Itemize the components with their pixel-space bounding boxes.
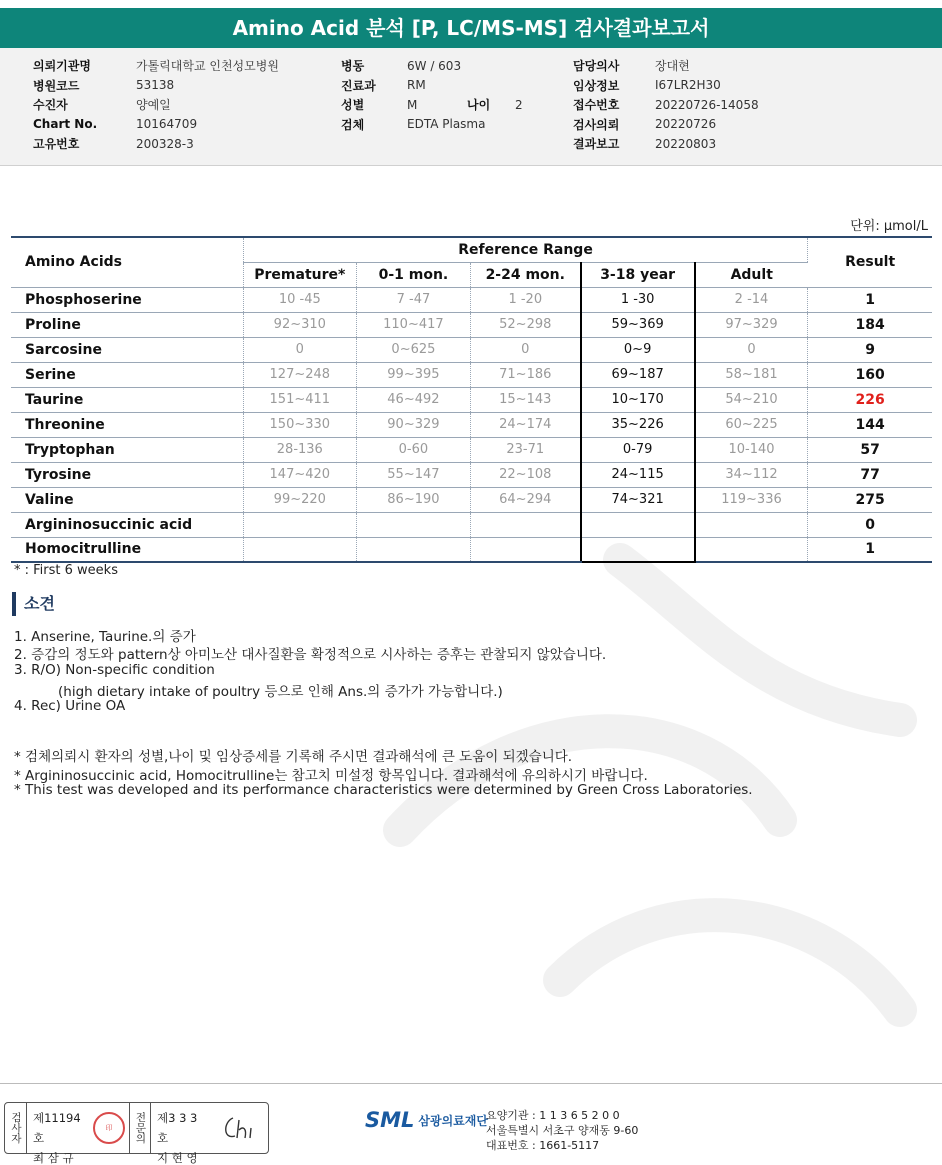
label-receipt-no: 접수번호	[573, 98, 620, 113]
reference-range-cell: 35~226	[581, 412, 695, 437]
amino-acid-name: Threonine	[11, 412, 243, 437]
label-department: 진료과	[341, 78, 376, 93]
finding-item: 3. R/O) Non-specific condition	[14, 661, 215, 678]
value-clinical-info: I67LR2H30	[655, 78, 721, 93]
amino-acid-name: Taurine	[11, 387, 243, 412]
reference-range-cell	[243, 537, 356, 562]
reference-range-cell: 127~248	[243, 362, 356, 387]
finding-item: 2. 증감의 정도와 pattern상 아미노산 대사질환을 확정적으로 시사하는 증후는 관찰되지 않았습니다.	[14, 647, 607, 664]
reference-range-cell: 28-136	[243, 437, 356, 462]
header-range-0-1mon: 0-1 mon.	[356, 262, 470, 287]
unit-label: 단위: μmol/L	[850, 219, 928, 234]
header-reference-range: Reference Range	[243, 237, 808, 262]
reference-range-cell: 0-79	[581, 437, 695, 462]
reference-range-cell: 150~330	[243, 412, 356, 437]
reference-range-cell: 147~420	[243, 462, 356, 487]
reference-range-cell: 151~411	[243, 387, 356, 412]
reference-range-cell: 0-60	[356, 437, 470, 462]
reference-range-cell: 99~220	[243, 487, 356, 512]
reference-range-cell: 55~147	[356, 462, 470, 487]
logo-text: 삼광의료재단	[418, 1113, 488, 1128]
reference-range-cell: 74~321	[581, 487, 695, 512]
result-value: 275	[808, 487, 932, 512]
reference-range-cell	[356, 512, 470, 537]
reference-range-cell: 10 -45	[243, 287, 356, 312]
label-hospital: 의뢰기관명	[33, 59, 91, 74]
value-patient: 양예일	[136, 98, 171, 113]
value-hospital-code: 53138	[136, 78, 175, 93]
reference-range-cell: 59~369	[581, 312, 695, 337]
value-doctor: 장대현	[655, 59, 690, 74]
note-item: * Argininosuccinic acid, Homocitrulline는 참고치 미설정 항목입니다. 결과해석에 유의하시기 바랍니다.	[14, 767, 648, 784]
table-row	[11, 537, 932, 562]
header-range-adult: Adult	[695, 262, 808, 287]
table-row	[11, 487, 932, 512]
reference-range-cell: 119~336	[695, 487, 808, 512]
examiner-name: 최 삼 규	[33, 1151, 74, 1165]
header-result: Result	[808, 237, 932, 287]
table-row	[11, 412, 932, 437]
seal-icon: 印	[93, 1112, 125, 1144]
reference-range-cell: 97~329	[695, 312, 808, 337]
reference-range-cell: 0	[695, 337, 808, 362]
reference-range-cell: 23-71	[470, 437, 580, 462]
table-row	[11, 437, 932, 462]
amino-acid-table	[11, 236, 932, 563]
specialist-name: 지 현 영	[157, 1151, 198, 1165]
amino-acid-name: Phosphoserine	[11, 287, 243, 312]
header-range-3-18year: 3-18 year	[581, 262, 695, 287]
specialist-license: 제3 3 3 호	[157, 1111, 198, 1145]
label-specimen: 검체	[341, 117, 365, 132]
result-value: 0	[808, 512, 932, 537]
org-line: 대표번호 : 1661-5117	[486, 1139, 600, 1152]
reference-range-cell: 69~187	[581, 362, 695, 387]
table-row	[11, 362, 932, 387]
label-clinical-info: 임상정보	[573, 78, 620, 93]
reference-range-cell: 24~174	[470, 412, 580, 437]
note-item: * This test was developed and its performance characteristics were determined by Green Cross Laboratories.	[14, 782, 753, 799]
examiner-label	[5, 1103, 27, 1153]
reference-range-cell	[470, 512, 580, 537]
amino-acid-name: Proline	[11, 312, 243, 337]
reference-range-cell	[356, 537, 470, 562]
specialist-label-text: 전문의	[134, 1112, 147, 1144]
reference-range-cell: 71~186	[470, 362, 580, 387]
org-info	[486, 1108, 638, 1153]
value-receipt-no: 20220726-14058	[655, 97, 759, 112]
specialist-cell	[151, 1103, 215, 1165]
reference-range-cell: 110~417	[356, 312, 470, 337]
reference-range-cell: 0	[243, 337, 356, 362]
reference-range-cell	[695, 512, 808, 537]
reference-range-cell: 1 -20	[470, 287, 580, 312]
reference-range-cell: 15~143	[470, 387, 580, 412]
reference-range-cell: 10-140	[695, 437, 808, 462]
note-item: * 검체의뢰시 환자의 성별,나이 및 임상증세를 기록해 주시면 결과해석에 큰 도움이 되겠습니다.	[14, 749, 573, 765]
reference-range-cell: 0~9	[581, 337, 695, 362]
amino-acid-name: Serine	[11, 362, 243, 387]
value-unique-no: 200328-3	[136, 136, 194, 151]
label-report-date: 결과보고	[573, 137, 620, 152]
finding-item: 1. Anserine, Taurine.의 증가	[14, 629, 196, 645]
label-request-date: 검사의뢰	[573, 117, 620, 132]
value-age: 2	[515, 97, 523, 112]
reference-range-cell	[581, 537, 695, 562]
value-department: RM	[407, 78, 426, 93]
reference-range-cell: 7 -47	[356, 287, 470, 312]
table-row	[11, 462, 932, 487]
finding-item: (high dietary intake of poultry 등으로 인해 Ans.의 증가가 가능합니다.)	[58, 683, 503, 700]
label-unique-no: 고유번호	[33, 137, 80, 152]
reference-range-cell: 60~225	[695, 412, 808, 437]
result-value: 9	[808, 337, 932, 362]
signature-icon	[217, 1108, 257, 1148]
header-range-2-24mon: 2-24 mon.	[470, 262, 580, 287]
examiner-cell	[27, 1103, 89, 1165]
sml-logo	[365, 1108, 488, 1132]
reference-range-cell: 46~492	[356, 387, 470, 412]
amino-acid-name: Homocitrulline	[11, 537, 243, 562]
value-hospital: 가톨릭대학교 인천성모병원	[136, 59, 279, 74]
reference-range-cell: 34~112	[695, 462, 808, 487]
amino-acid-name: Valine	[11, 487, 243, 512]
reference-range-cell: 86~190	[356, 487, 470, 512]
header-range-premature: Premature*	[243, 262, 356, 287]
reference-range-cell: 24~115	[581, 462, 695, 487]
table-row	[11, 312, 932, 337]
result-value: 1	[808, 287, 932, 312]
header-col-3	[573, 56, 759, 154]
examiner-label-text: 검사자	[10, 1112, 22, 1144]
amino-acid-name: Argininosuccinic acid	[11, 512, 243, 537]
amino-acid-name: Tryptophan	[11, 437, 243, 462]
reference-range-cell: 10~170	[581, 387, 695, 412]
reference-range-cell	[470, 537, 580, 562]
result-value: 1	[808, 537, 932, 562]
reference-range-cell: 64~294	[470, 487, 580, 512]
value-ward: 6W / 603	[407, 58, 462, 73]
reference-range-cell	[581, 512, 695, 537]
table-row	[11, 337, 932, 362]
table-footnote: * : First 6 weeks	[14, 563, 118, 578]
logo-mark: SML	[365, 1108, 415, 1132]
table-row	[11, 512, 932, 537]
reference-range-cell: 1 -30	[581, 287, 695, 312]
label-chart-no: Chart No.	[33, 117, 98, 132]
header-amino-acids: Amino Acids	[11, 237, 243, 287]
result-value: 57	[808, 437, 932, 462]
result-value: 77	[808, 462, 932, 487]
reference-range-cell: 52~298	[470, 312, 580, 337]
footer-divider	[0, 1083, 942, 1084]
findings-list	[14, 625, 606, 716]
reference-range-cell	[695, 537, 808, 562]
reference-range-cell: 2 -14	[695, 287, 808, 312]
table-row	[11, 287, 932, 312]
header-col-2	[341, 56, 523, 134]
org-line: 요양기관 : 1 1 3 6 5 2 0 0	[486, 1109, 620, 1122]
reference-range-cell	[243, 512, 356, 537]
signature-box	[4, 1102, 269, 1165]
report-title: Amino Acid 분석 [P, LC/MS-MS] 검사결과보고서	[0, 8, 942, 48]
examiner-license: 제11194호	[33, 1111, 81, 1145]
amino-acid-name: Sarcosine	[11, 337, 243, 362]
reference-range-cell: 54~210	[695, 387, 808, 412]
result-value: 160	[808, 362, 932, 387]
org-line: 서울특별시 서초구 양재동 9-60	[486, 1124, 639, 1137]
reference-range-cell: 58~181	[695, 362, 808, 387]
value-report-date: 20220803	[655, 136, 717, 151]
reference-range-cell: 22~108	[470, 462, 580, 487]
label-age: 나이	[467, 98, 491, 113]
result-value: 144	[808, 412, 932, 437]
label-sex: 성별	[341, 98, 365, 113]
reference-range-cell: 0~625	[356, 337, 470, 362]
value-chart-no: 10164709	[136, 117, 198, 132]
reference-range-cell: 0	[470, 337, 580, 362]
label-doctor: 담당의사	[573, 59, 620, 74]
table-row	[11, 387, 932, 412]
finding-item: 4. Rec) Urine OA	[14, 698, 126, 715]
result-value: 184	[808, 312, 932, 337]
amino-acid-name: Tyrosine	[11, 462, 243, 487]
reference-range-cell: 92~310	[243, 312, 356, 337]
result-value: 226	[808, 387, 932, 412]
value-request-date: 20220726	[655, 117, 717, 132]
header-col-1	[33, 56, 279, 154]
label-patient: 수진자	[33, 98, 68, 113]
notes-list	[14, 745, 753, 801]
label-hospital-code: 병원코드	[33, 78, 80, 93]
value-sex: M	[407, 97, 418, 112]
reference-range-cell: 90~329	[356, 412, 470, 437]
findings-title: 소견	[12, 592, 55, 616]
specialist-label	[129, 1103, 151, 1153]
label-ward: 병동	[341, 59, 365, 74]
value-specimen: EDTA Plasma	[407, 117, 486, 132]
reference-range-cell: 99~395	[356, 362, 470, 387]
